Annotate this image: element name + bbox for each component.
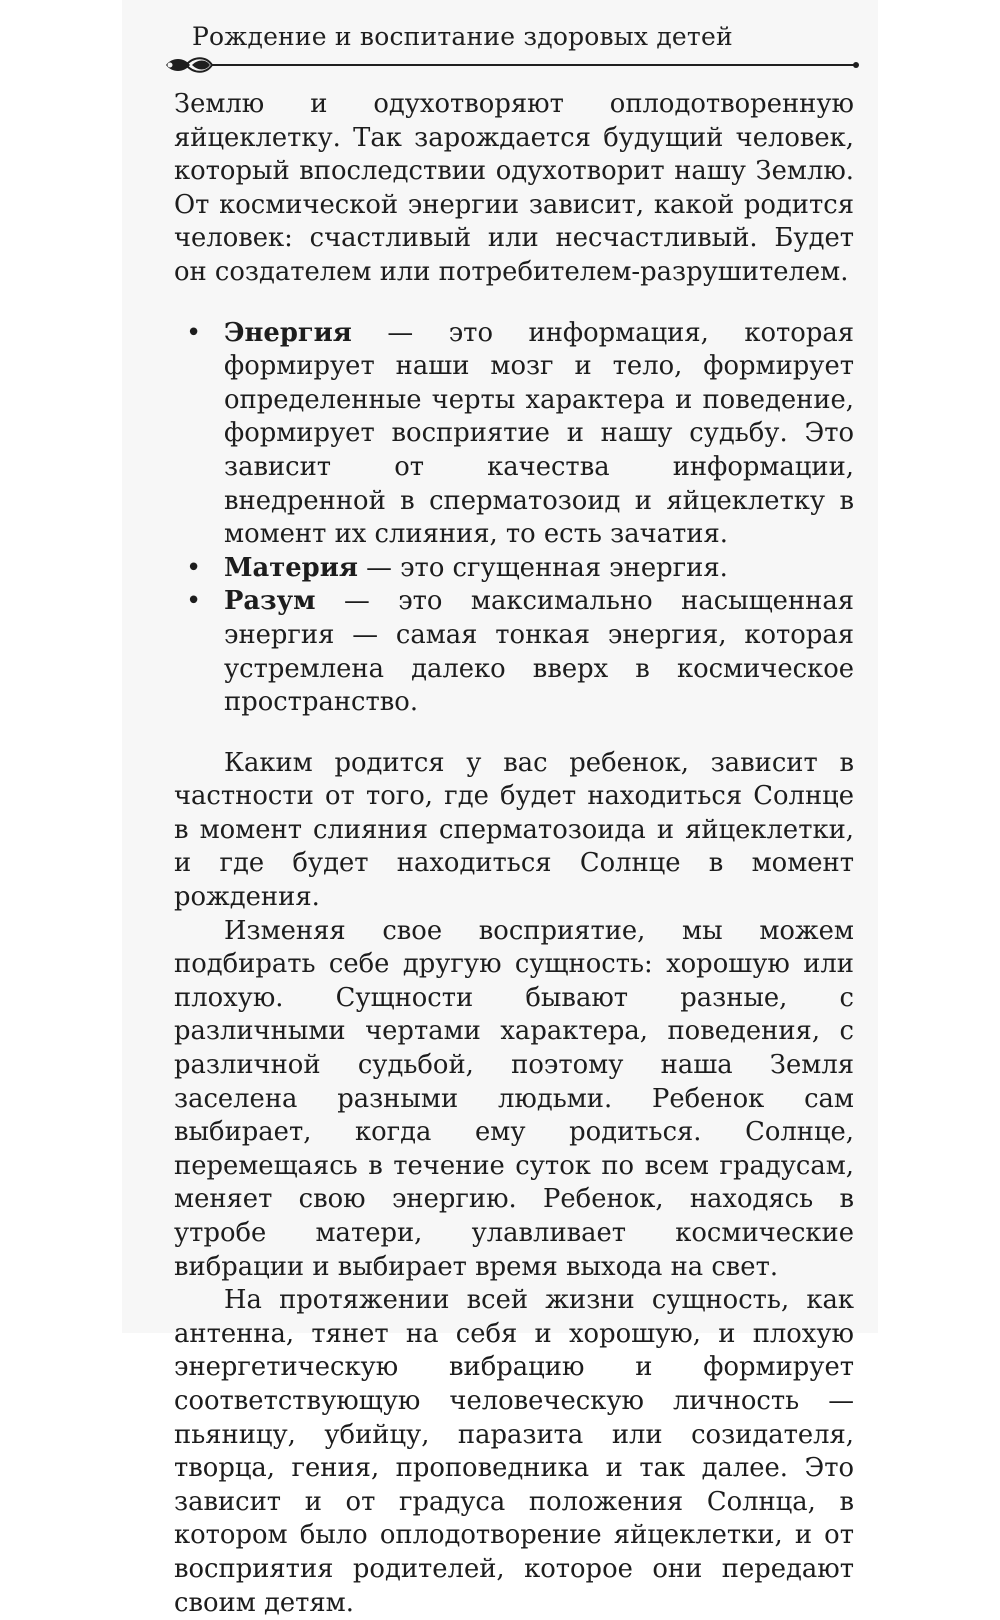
book-page: [122, 0, 878, 1618]
bullet-icon: •: [186, 586, 202, 617]
bullet-icon: •: [186, 552, 202, 583]
list-item: [174, 585, 854, 719]
ornamental-rule: [162, 52, 862, 78]
paragraph-antenna: На протяжении всей жизни сущность, как антенна, тянет на себя и хорошую, и плохую энергетическую вибрацию и формирует соответствующую человеческую личность — пьяницу, убийцу, паразита или созидателя, творца, гения, проповедника и так далее. Это зависит и от градуса положения Солнца, в котором было оплодотворение яйцеклетки, и от восприятия родителей, которое они передают своим детям.: [174, 1285, 854, 1618]
term-mind: Разум: [224, 586, 316, 617]
running-header: Рождение и воспитание здоровых детей: [192, 22, 733, 51]
term-matter: Материя: [224, 552, 358, 583]
definition-list: [174, 317, 854, 720]
definition-mind: — это максимально насыщенная энергия — самая тонкая энергия, которая устремлена далеко вверх в космическое пространство.: [224, 586, 854, 718]
definition-matter: — это сгущенная энергия.: [357, 552, 728, 583]
list-item: [174, 552, 854, 586]
bullet-icon: •: [186, 317, 202, 348]
paragraph-essence: Изменяя свое восприятие, мы можем подбирать себе другую сущность: хорошую или плохую. Сущности бывают разные, с различными чертами характера, поведения, с различной судьбой, поэтому наша Земля заселена разными людьми. Ребенок сам выбирает, когда ему родиться. Солнце, перемещаясь в течение суток по всем градусам, меняет свою энергию. Ребенок, находясь в утробе матери, улавливает космические вибрации и выбирает время выхода на свет.: [174, 915, 854, 1282]
fleuron-ornament: [166, 58, 212, 72]
paragraph-birth-sun: Каким родится у вас ребенок, зависит в частности от того, где будет находиться Солнце в момент слияния сперматозоида и яйцеклетки, и где будет находиться Солнце в момент рождения.: [174, 747, 854, 913]
body-text: [174, 88, 854, 1620]
list-item: [174, 317, 854, 552]
intro-paragraph: Землю и одухотворяют оплодотворенную яйцеклетку. Так зарождается будущий человек, который впоследствии одухотворит нашу Землю. От космической энергии зависит, какой родится человек: счастливый или несчастливый. Будет он создателем или потребителем-разрушителем.: [174, 89, 854, 287]
rule-end-dot: [853, 62, 859, 68]
definition-energy: — это информация, которая формирует наши мозг и тело, формирует определенные черты характера и поведение, формирует восприятие и нашу судьбу. Это зависит от качества информации, внедренной в сперматозоид и яйцеклетку в момент их слияния, то есть зачатия.: [224, 317, 854, 550]
term-energy: Энергия: [224, 317, 352, 348]
